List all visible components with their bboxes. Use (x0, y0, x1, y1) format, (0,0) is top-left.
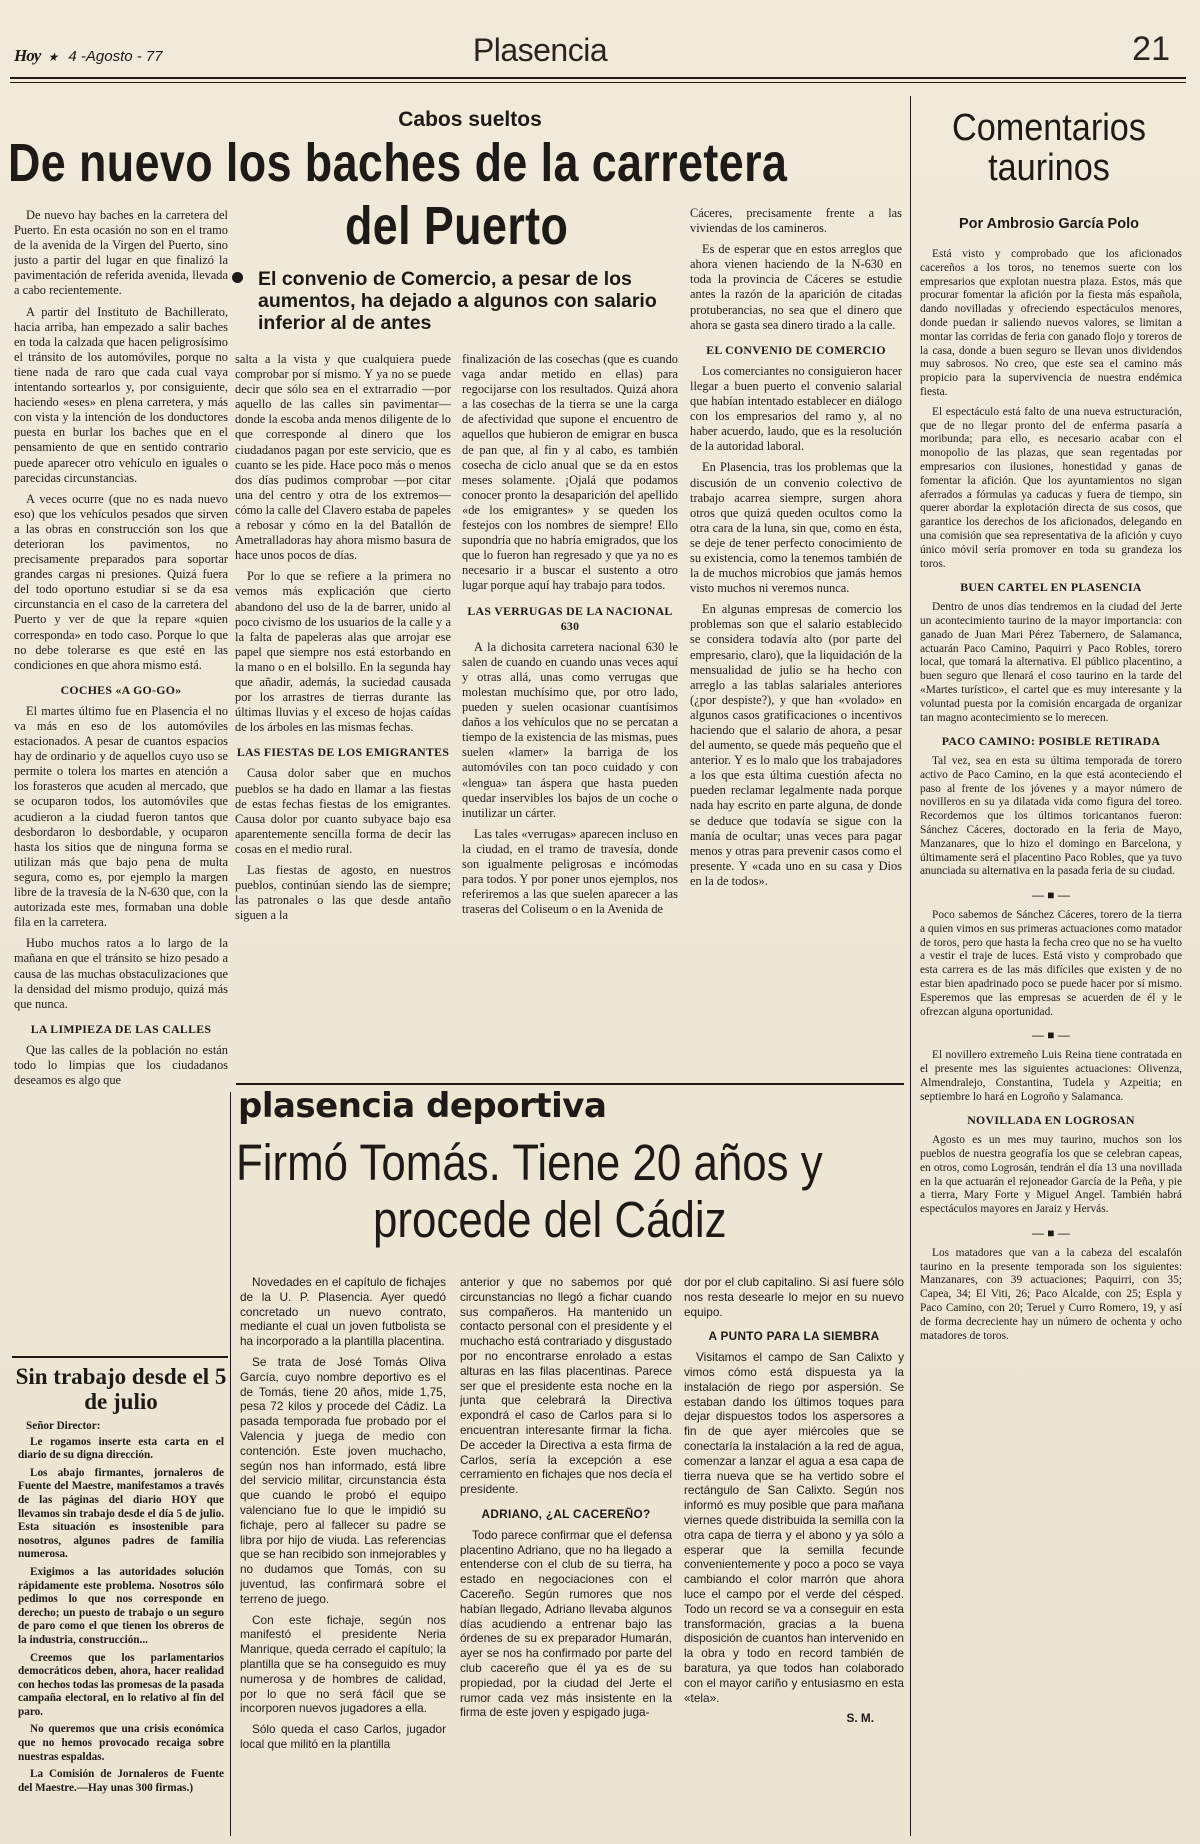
subheading-verrugas: LAS VERRUGAS DE LA NACIONAL 630 (467, 603, 673, 633)
paragraph: El novillero extremeño Luis Reina tiene contratada en el presente mes las siguientes actuaciones: Olivenza, Almendralejo, Constantina, Tudela y Azpeitia; en septiembre lo hará en Logroño y Salamanca. (920, 1049, 1182, 1103)
subheading-convenio: EL CONVENIO DE COMERCIO (706, 342, 886, 357)
subheading-logrosan: NOVILLADA EN LOGROSAN (967, 1113, 1135, 1128)
paragraph: Los abajo firmantes, jornaleros de Fuente del Maestre, manifestamos a través de las páginas del diario HOY que llevamos sin trabajo desde el día 5 de julio. Esta situación es insostenible para nosotros, algunos padres de familia numerosa. (18, 1466, 224, 1561)
sports-headline-line2: procede del Cádiz (373, 1191, 727, 1248)
sports-signature: S. M. (846, 1711, 874, 1726)
section-title: Plasencia (472, 32, 608, 68)
letter-signature: La Comisión de Jornaleros de Fuente del Maestre.—Hay unas 300 firmas.) (18, 1768, 224, 1794)
paragraph: Hubo muchos ratos a lo largo de la mañana en que el tránsito se hizo pesado a causa de las muchas obstaculizaciones que la densidad del mismo produjo, quizá más que nunca. (14, 936, 228, 1011)
paragraph: El martes último fue en Plasencia el no va más en eso de los automóviles estacionados. A pesar de cuantos espacios hay de ordinario y de aquellos cuyo uso se permite o tolera los martes en atención a los forasteros que acuden al mercado, que se ocuparon todos, los automóviles que acudieron a la ciudad fueron tantos que desbordaron lo desbordable, y ocuparon hasta los sitios que de ninguna forma se utilizan más que bajo pena de multa segura, como es, por ejemplo la margen libre de la travesía de la N-630 que, con la autorizada este mes, formaban una doble fila en la carretera. (14, 703, 228, 930)
paragraph: Se trata de José Tomás Oliva García, cuyo nombre deportivo es el de Tomás, tiene 20 años, mide 1,75, pesa 72 kilos y procede del Cádiz. La pasada temporada fue probado por el Valencia y juega de medio con contención. Este joven muchacho, según nos han informado, está libre del servicio militar, circunstancia ésta que cuando le probó el equipo valenciano fue lo que le impidió su fichaje, pero al fallecer su padre se libra por hijo de viuda. Las referencias que se han recibido son inmejorables y no dudamos que Tomás, con su juventud, las confirmará sobre el terreno de juego. (240, 1354, 446, 1606)
paragraph: Las tales «verrugas» aparecen incluso en la ciudad, en el tramo de travesía, donde son igualmente peligrosas e incómodas para todos. Y por poner unos ejemplos, nos referiremos a las que suelen aparecer a las traseras del Coliseum o en la Avenida de (462, 826, 678, 917)
letter-headline: Sin trabajo desde el 5 de julio (15, 1364, 227, 1414)
paragraph: Tal vez, sea en esta su última temporada de torero activo de Paco Camino, en la que está aconteciendo el paso al frente de los jóvenes y a mayor número de novilleros en su ya dilatada vida como figura del toreo. Recordemos que los últimos toricantanos fueron: Sánchez Cáceres, doctorado en la feria de Mayo, Manzanares, que lo hizo el domingo en Barcelona, y últimamente será el placentino Paco Robles, que ya tuvo anunciada su alternativa en la pasada feria de su ciudad. (920, 755, 1182, 878)
sports-column-1 (240, 1275, 446, 1835)
paragraph: Sólo queda el caso Carlos, jugador local que militó en la plantilla (240, 1722, 446, 1751)
paragraph: salta a la vista y que cualquiera puede comprobar por sí mismo. Y ya no se puede decir que sólo sea en el extrarradio —por aquello de las calles sin pavimentar— donde la escoba anda menos diligente de lo que corresponde al dinero que los ciudadanos pagan por este servicio, que es cuanto se les pide. Hace poco más o menos dos días pudimos comprobar —por citar una del centro y otra de los extremos— cómo la calle del Clavero estaba de papeles a rebosar y cómo en la del Batallón de Ametralladoras hay ahora mismo basura de hace unos pocos de días. (235, 352, 451, 563)
letter-divider (230, 1092, 231, 1836)
paragraph: Las fiestas de agosto, en nuestros pueblos, continúan siendo las de siempre; las patronales o las que desde antaño siguen a la (235, 863, 451, 923)
paragraph: Poco sabemos de Sánchez Cáceres, torero de la tierra a quien vimos en sus primeras actuaciones como matador de toros, pero que hasta la fecha creo que no se ha vuelto a vestir el traje de luces. Está visto y comprobado que esta carrera es de las más difíciles que existen y de no estar bien apadrinado poco se puede hacer por sí mismo. Esperemos que las empresas se acuerden de él y le ofrezcan alguna oportunidad. (920, 909, 1182, 1018)
column-divider (910, 96, 911, 1836)
sports-column-3 (684, 1275, 904, 1835)
paragraph: finalización de las cosechas (que es cuando vaga andar metido en ellas) para regocijarse con los resultados. Quizá ahora a las cosechas de la tierra se une la carga de afectividad que supone el encuentro de aquellos que hubieron de emigrar en busca de pan que, al fin y al cabo, es también cosecha de ciclo anual que se da en estos meses solamente. ¡Ojalá que podamos conocer pronto la desaparición del apellido «de los emigrantes» y se queden los festejos con los nombres de siempre! Ello supondría que no habría emigrados, que los que lo fueron han regresado y que ya no es necesario ir a buscar el sustento a otro lugar porque aquí hay trabajo para todos. (462, 352, 678, 593)
subheading-camino: PACO CAMINO: POSIBLE RETIRADA (941, 734, 1161, 749)
paragraph: Los matadores que van a la cabeza del escalafón taurino en la presente temporada son los siguientes: Manzanares, con 39 actuaciones; Paquirri, con 35; Capea, 34; El Viti, 26; Paco Alcalde, con 25; Espla y Paco Camino, con 20; Teruel y Curro Romero, 19, y así de forma decreciente hay un número de ochenta y ocho matadores de toros. (920, 1246, 1182, 1342)
paragraph: De nuevo hay baches en la carretera del Puerto. En esta ocasión no son en el tramo de la avenida de la Virgen del Puerto, sino justo a partir del lugar en que finalizó la pavimentación de referida avenida, llevada a cabo recientemente. (14, 208, 228, 298)
paragraph: En Plasencia, tras los problemas que la discusión de un convenio colectivo de trabajo acarrea siempre, surgen ahora otros que quizá queden ocultos como la otra cara de la luna, sin que, como en ésta, se deje de tener perfecto conocimiento de su existencia, como la tenemos también de la de muchos microbios que jamás hemos visto muchos ni veremos nunca. (690, 460, 902, 596)
paragraph: dor por el club capitalino. Si así fuere sólo nos resta desearle lo mejor en su nuevo equipo. (684, 1275, 904, 1319)
lead-subhead-box (232, 268, 692, 334)
letter-salutation: Señor Director: (26, 1420, 101, 1432)
star-icon: ★ (47, 50, 59, 64)
lead-column-1 (14, 208, 228, 1353)
sports-column-2 (460, 1275, 672, 1835)
masthead-logo: Hoy (14, 46, 41, 65)
issue-date: 4 -Agosto - 77 (68, 48, 163, 65)
header-rule-thin (10, 82, 1186, 83)
bullet-icon (232, 272, 243, 283)
sports-section-logo: plasencia deportiva (238, 1086, 607, 1126)
paragraph: Agosto es un mes muy taurino, muchos son los pueblos de nuestra geografía los que se celebran capeas, en otros, como Logrosán, tendrán el día 13 una novillada en la que actuarán el rejoneador García de la Peña, y pie a tierra, Mary Forte y Miguel Angel. También habrá espectáculos mayores en Jaraiz y Hervás. (920, 1134, 1182, 1216)
paragraph: Es de esperar que en estos arreglos que ahora vienen haciendo de la N-630 en toda la provincia de Cáceres se estudie antes la razón de la aparición de citadas protuberancias, no sea que el dinero que ahora se gasta sea dinero tirado a la calle. (690, 242, 902, 332)
paragraph: A la dichosita carretera nacional 630 le salen de cuando en cuando unas veces aquí y otras allá, unas como verrugas que molestan muchísimo que, por otro lado, pueden y suelen ocasionar cuantísimos daños a los vehículos que no se percatan a tiempo de la existencia de las mismas, pues suelen «lamer» la barriga de los automóviles con tan poco cuidado y con «lengua» tan áspera que hasta pueden quedar inservibles los bajos de un coche o inutilizar un cárter. (462, 639, 678, 820)
paragraph: Cáceres, precisamente frente a las viviendas de los camineros. (690, 206, 902, 236)
lead-headline-line2: del Puerto (345, 196, 569, 256)
paragraph: Exigimos a las autoridades solución rápidamente este problema. Nosotros sólo pedimos lo que nos corresponde en derecho; un puesto de trabajo o un seguro de paro como el que tienen los obreros de la industria, construcción... (18, 1565, 224, 1646)
paragraph: No queremos que una crisis económica que no hemos provocado recaiga sobre nuestras espaldas. (18, 1723, 224, 1763)
paragraph: Está visto y comprobado que los aficionados cacereños a los toros, no tenemos suerte con los empresarios que explotan nuestra plaza. Estos, más que procurar fomentar la afición por la fiesta más española, dando novilladas y ofreciendo espectáculos menores, donde puedan ir saliendo nuevos valores, se limitan a montar las corridas de feria con ganado flojo y toreros de la casa, donde a buen seguro se llevan unos dividendos muy sabrosos. No creo, que este sea el camino más propicio para la supervivencia de nuestra endémica fiesta. (920, 248, 1182, 398)
paragraph: Dentro de unos días tendremos en la ciudad del Jerte un acontecimiento taurino de la mayor importancia: con ganado de Juan Mari Pérez Tabernero, de Salamanca, actuarán Paco Camino, Paquirri y Paco Robles, torero local, que tomará la alternativa. El público placentino, a buen seguro que llenará el coso taurino en la tarde del «Martes turístico», el cartel que es muy interesante y la voluntad puesta por la comisión encargada de organizar tan magno acontecimiento se lo merecen. (920, 601, 1182, 724)
separator: — ■ — (1031, 888, 1071, 903)
paragraph: Creemos que los parlamentarios democráticos deben, ahora, hacer realidad con hechos todas las promesas de la pasada campaña electoral, en lo relativo al fin del paro. (18, 1651, 224, 1718)
paragraph: Le rogamos inserte esta carta en el diario de su digna dirección. (18, 1435, 224, 1462)
lead-column-3 (462, 352, 678, 1072)
paragraph: Los comerciantes no consiguieron hacer llegar a buen puerto el convenio salarial que habían intentado establecer en diálogo con los empresarios del ramo y, al no haber acuerdo, laudo, que es la resolución de la autoridad laboral. (690, 363, 902, 454)
sports-headline-line1: Firmó Tomás. Tiene 20 años y (236, 1134, 823, 1191)
lead-column-2 (235, 352, 451, 1072)
subheading-adriano: ADRIANO, ¿AL CACEREÑO? (481, 1506, 651, 1521)
taurinos-headline: Comentarios taurinos (952, 107, 1146, 189)
lead-subhead: El convenio de Comercio, a pesar de los aumentos, ha dejado a algunos con salario inferior al de antes (258, 268, 657, 334)
lead-kicker: Cabos sueltos (398, 108, 542, 131)
paragraph: Con este fichaje, según nos manifestó el presidente Neria Manrique, queda cerrado el capítulo; la plantilla que se ha conseguido es muy numerosa y de hombres de calidad, por lo que no será fácil que se incorporen nuevos jugadores a ella. (240, 1612, 446, 1716)
header-left (14, 46, 224, 76)
separator: — ■ — (1031, 1226, 1071, 1240)
subheading-coches: COCHES «A GO-GO» (60, 682, 182, 697)
paragraph: A partir del Instituto de Bachillerato, hacia arriba, han empezado a salir baches en toda la calzada que hacen peligrosísimo el tránsito de los automóviles, porque no tiene nada de raro que cada cual vaya intentando sortearlos y, por consiguiente, haciendo «eses» en plena carretera, y más con vista y la intención de los donductores puesta en burlar los baches que en el pensamiento de que en sentido contrario puede aparecer otro vehículo en iguales o parecidas circunstancias. (14, 304, 228, 485)
lead-column-4 (690, 206, 902, 1072)
subheading-fiestas: LAS FIESTAS DE LOS EMIGRANTES (236, 745, 450, 760)
paragraph: Causa dolor saber que en muchos pueblos se ha dado en llamar a las fiestas de estas fechas fiestas de los emigrantes. Causa dolor por cuanto subyace bajo esa aparentemente sencilla forma de decir las cosas en el medio rural. (235, 766, 451, 856)
paragraph: anterior y que no sabemos por qué circunstancias no llegó a fichar cuando sus compañeros. Ha mantenido un contacto personal con el presidente y el muchacho está contrariado y disgustado por no encontrarse enrolado a estas alturas en las filas placentinas. Parece ser que el presidente esta noche en la junta que celebrará la Directiva expondrá el caso de Carlos para si lo encuentran interesante firmar la ficha. De acceder la Directiva a esta firma de Carlos, sería la excepción a ese cerramiento en fichajes que nos decía el presidente. (460, 1275, 672, 1497)
separator: — ■ — (1031, 1028, 1071, 1043)
letter-body (18, 1420, 224, 1840)
paragraph: Novedades en el capítulo de fichajes de la U. P. Plasencia. Ayer quedó concretado un nuevo contrato, mediante el cual un joven futbolista se ha incorporado a la plantilla placentina. (240, 1275, 446, 1349)
paragraph: Visitamos el campo de San Calixto y vimos cómo está dispuesta ya la instalación de riego por aspersión. Se estaban dando los últimos toques para dejar dispuestos todos los aspersores a fin de que ayer miércoles que se conectaría la instalación a la red de agua, comenzar a lanzar el agua a esa capa de tierra nueva que se ha vertido sobre el rectángulo de San Calixto. Según nos informó es muy posible que para mañana viernes quede distribuida la semilla con la otra capa de tierra y el abono y ya sólo a esperar que la semilla fecunde convenientemente y poco a poco se vaya cambiando el color marrón que ahora luce el campo por el verde del césped. Todo un record se va a conseguir en esta transformación, gracias a la buena disposición de cuantos han intervenido en la obra y todo en record también de baratura, ya que todos han colaborado con el mayor cariño y entusiasmo en esta «tela». (684, 1350, 904, 1705)
subheading-cartel: BUEN CARTEL EN PLASENCIA (960, 580, 1142, 595)
taurinos-byline: Por Ambrosio García Polo (959, 216, 1139, 232)
lead-headline-line1: De nuevo los baches de la carretera (8, 133, 788, 193)
sports-top-rule (236, 1083, 904, 1085)
subheading-siembra: A PUNTO PARA LA SIEMBRA (708, 1329, 880, 1344)
paragraph: En algunas empresas de comercio los problemas son que el salario establecido se considera todavía alto (por parte del empresario, claro), que la liquidación de la mensualidad de julio se ha hecho con arreglo a las tablas salariales anteriores (¿por despiste?), y que han «volado» en algunos casos gratificaciones o incentivos haciendo que el salario de ahora, a pesar del aumento, se quede más pequeño que el anterior. Y es lo malo que los trabajadores a los que esta última cuestión afecta no pueden reclamar legalmente nada porque nada hay escrito en parte alguna, de donde se deduce que todavía se sigue con la manía de ocultar; unas veces para pagar menos y otras para prevenir casos como el presente. Y «cada uno en su casa y Dios en la de todos». (690, 602, 902, 888)
header-rule (10, 77, 1186, 79)
taurinos-column (920, 248, 1182, 1838)
paragraph: Por lo que se refiere a la primera no vemos más explicación que cierto abandono del uso de la de barrer, unido al poco civismo de los usuarios de la calle y a la falta de papeleras alas que arrojar ese papel que siempre nos está estorbando en la mano o en el bolsillo. En la segunda hay que añadir, además, la suciedad causada por los arrastres de tierras durante las últimas lluvias y el exceso de hojas caídas de los árboles en las mismas fechas. (235, 569, 451, 735)
paragraph: Todo parece confirmar que el defensa placentino Adriano, que no ha llegado a entenderse con el club de su tierra, ha estado en negociaciones con el Cacereño. Según rumores que nos habían llegado, Adriano llevaba algunos días acudiendo a entrenar bajo las órdenes de su ex preparador Humarán, ayer se nos ha confirmado por parte del club cacereño que él ya es de su propiedad, por la ciudad del Jerte el rumor cada vez más insistente en la firma de este joven y espigado juga- (460, 1527, 672, 1720)
paragraph: Que las calles de la población no están todo lo limpias que los ciudadanos deseamos es algo que (14, 1042, 228, 1088)
paragraph: A veces ocurre (que no es nada nuevo eso) que los vehículos pesados que sirven a las obras en construcción son los que deterioran los pavimentos, no precisamente preparados para soportar grandes cargas ni presiones. Quizá fuera del todo oportuno estudiar si se da esa circunstancia en el caso de la carretera del Puerto y ver de que la repare «quien corresponda» en todo caso. Porque lo que no debe tolerarse es que esté en las condiciones en que ahora mismo está. (14, 491, 228, 672)
subheading-limpieza: LA LIMPIEZA DE LAS CALLES (30, 1021, 212, 1036)
letter-top-rule (12, 1356, 228, 1358)
page-number: 21 (1132, 30, 1170, 68)
paragraph: El espectáculo está falto de una nueva estructuración, que de no llegar pronto del de enferma pasaría a moribunda; para ello, es necesario acabar con el monopolio de las plazas, que sean regentadas por empresarios con ilusiones, honestidad y ganas de fomentar la afición. Que los ayuntamientos no sigan aferrados a fórmulas ya caducas y fuera de tiempo, sin querer abordar la explotación directa de sus cosos, que garantice los derechos de los aficionados, delegando en una comisión que sea representativa de la afición y cuyo único móvil sería promover en toda su grandeza los toros. (920, 405, 1182, 570)
